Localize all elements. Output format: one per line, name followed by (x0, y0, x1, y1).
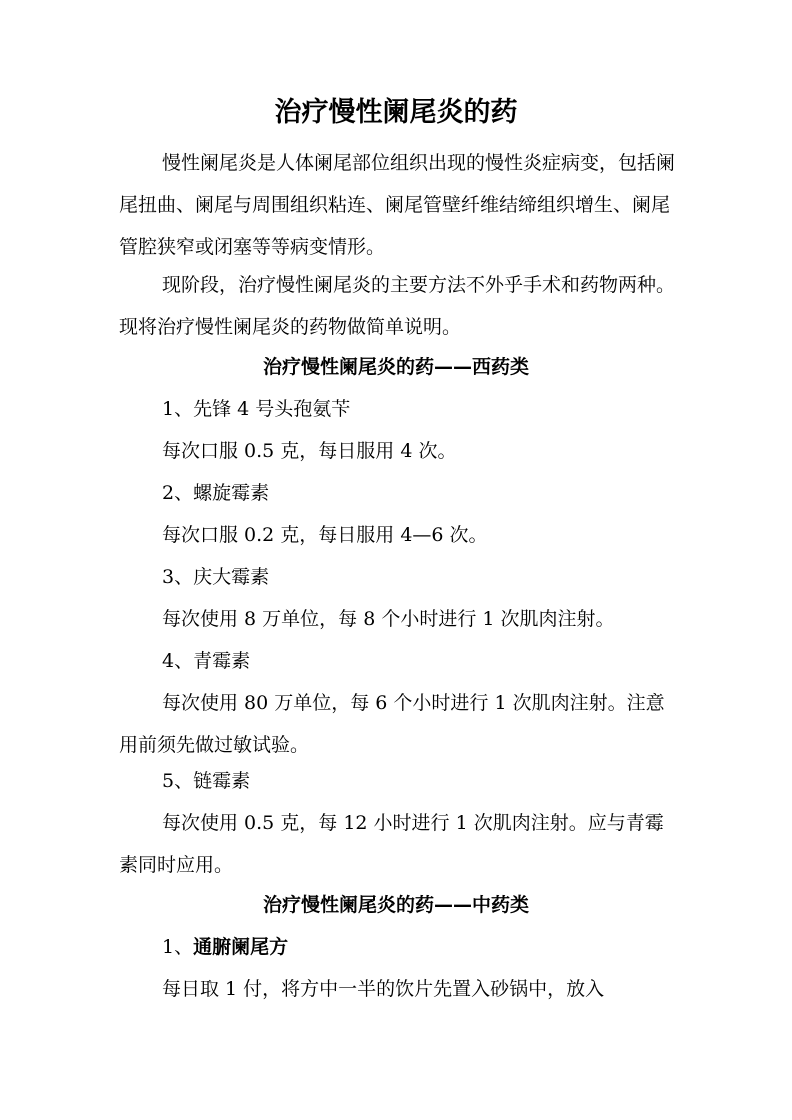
western-item-2-name: 2、螺旋霉素 (162, 482, 270, 504)
chinese-medicine-heading: 治疗慢性阑尾炎的药——中药类 (262, 894, 529, 916)
western-item-5-name: 5、链霉素 (162, 770, 251, 792)
western-item-1-usage: 每次口服 0.5 克，每日服用 4 次。 (162, 440, 457, 462)
intro-paragraph-1: 慢性阑尾炎是人体阑尾部位组织出现的慢性炎症病变，包括阑尾扭曲、阑尾与周围组织粘连、阑尾管壁纤维结缔组织增生、阑尾管腔狭窄或闭塞等等病变情形。 (119, 152, 676, 258)
chinese-item-1-usage: 每日取 1 付，将方中一半的饮片先置入砂锅中，放入 (162, 978, 605, 1000)
document-title: 治疗慢性阑尾炎的药 (274, 97, 518, 128)
western-medicine-heading: 治疗慢性阑尾炎的药——西药类 (262, 356, 529, 378)
western-item-1-name: 1、先锋 4 号头孢氨苄 (162, 398, 351, 420)
western-item-3-name: 3、庆大霉素 (162, 566, 270, 588)
western-item-5-usage: 每次使用 0.5 克，每 12 小时进行 1 次肌肉注射。应与青霉素同时应用。 (119, 812, 664, 876)
chinese-item-1-title (162, 926, 288, 968)
western-item-4-name: 4、青霉素 (162, 650, 251, 672)
western-item-2-usage: 每次口服 0.2 克，每日服用 4—6 次。 (162, 524, 488, 546)
chinese-item-1-number: 1、 (162, 936, 194, 958)
intro-paragraph-2: 现阶段，治疗慢性阑尾炎的主要方法不外乎手术和药物两种。现将治疗慢性阑尾炎的药物做简单说明。 (119, 274, 676, 338)
chinese-item-1-name: 通腑阑尾方 (193, 936, 289, 958)
western-item-4-usage: 每次使用 80 万单位，每 6 个小时进行 1 次肌肉注射。注意用前须先做过敏试验。 (119, 692, 665, 756)
western-item-3-usage: 每次使用 8 万单位，每 8 个小时进行 1 次肌肉注射。 (162, 608, 615, 630)
